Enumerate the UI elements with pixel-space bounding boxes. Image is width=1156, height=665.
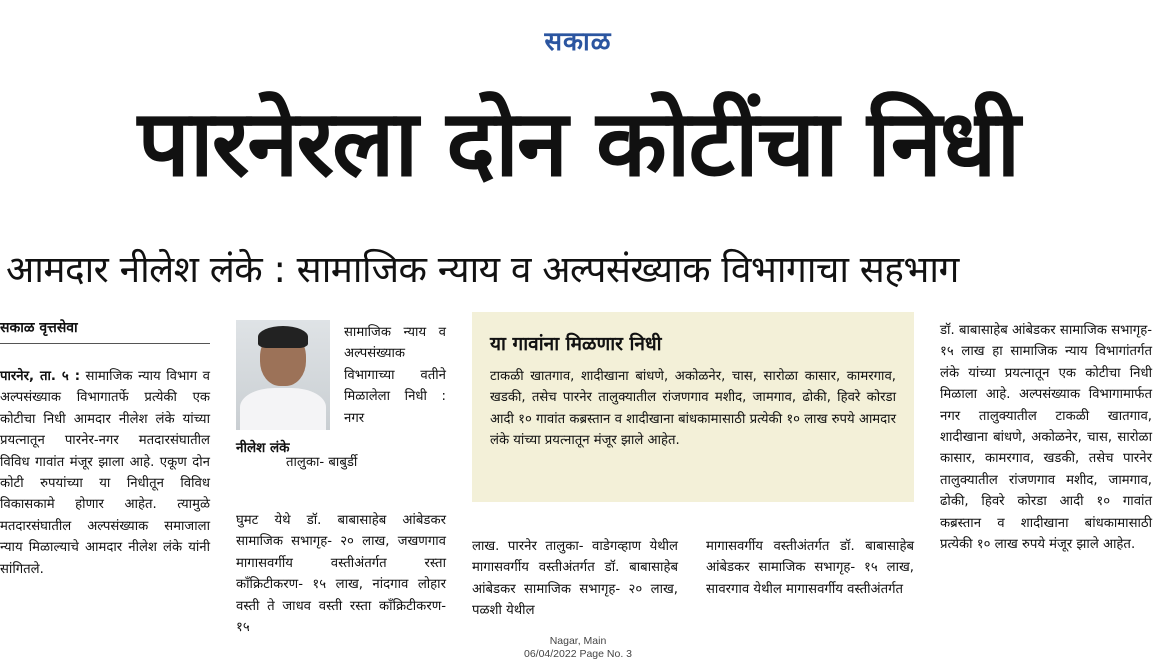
masthead-logo: सकाळ bbox=[544, 27, 612, 57]
article-column-2-top: सामाजिक न्याय व अल्पसंख्याक विभागाच्या वतीने मिळालेला निधी : नगर bbox=[344, 325, 446, 426]
footer-date-page: 06/04/2022 Page No. 3 bbox=[523, 648, 632, 660]
article-column-1 bbox=[0, 366, 210, 580]
author-photo bbox=[236, 320, 330, 430]
article-column-5: डॉ. बाबासाहेब आंबेडकर सामाजिक सभागृह- १५ लाख हा सामाजिक न्याय विभागांतर्गत लंके यांच्या प्रयत्नातून एक कोटीचा निधी मिळाला आहे. अल्पसंख्याक विभागामार्फत नगर तालुक्यातील टाकळी खातगाव, शादीखाना बांधणे, अकोळनेर, चास, सारोळा कासार, कामरगाव, खडकी, तसेच पारनेर तालुक्यातील रांजणगाव मशीद, जामगाव, ढोकी, हिवरे कोरडा आदी १० गावांत कब्रस्तान व शादीखाना बांधकामासाठी प्रत्येकी १० लाख रुपये मंजूर झाले आहेत. bbox=[940, 323, 1152, 553]
subheadline: आमदार नीलेश लंके : सामाजिक न्याय व अल्पसंख्याक विभागाचा सहभाग bbox=[6, 248, 959, 291]
article-text-col1: सामाजिक न्याय विभाग व अल्पसंख्याक विभागातर्फे प्रत्येकी एक कोटीचा निधी आमदार नीलेश लंके यांच्या प्रयत्नातून पारनेर-नगर मतदारसंघातील विविध गावांत मंजूर झाला आहे. एकूण दोन कोटी रुपयांच्या या निधीतून विविध विकासकामे होणार आहेत. त्यामुळे मतदारसंघातील अल्पसंख्याक समाजाला न्याय मिळाल्याचे आमदार नीलेश लंके यांनी सांगितले. bbox=[0, 369, 210, 577]
photo-caption: नीलेश लंके bbox=[236, 440, 290, 456]
sidebar-title: या गावांना मिळणार निधी bbox=[490, 333, 662, 355]
article-column-3: लाख. पारनेर तालुका- वाडेगव्हाण येथील मागासवर्गीय वस्तीअंतर्गत डॉ. बाबासाहेब आंबेडकर सामाजिक सभागृह- २० लाख, पळशी येथील bbox=[472, 539, 678, 619]
byline: सकाळ वृत्तसेवा bbox=[0, 318, 210, 344]
article-column-2-mid: तालुका- बाबुर्डी bbox=[286, 455, 358, 470]
headline: पारनेरला दोन कोटींचा निधी bbox=[137, 90, 1019, 197]
dateline: पारनेर, ता. ५ : bbox=[0, 369, 80, 384]
sidebar-body: टाकळी खातगाव, शादीखाना बांधणे, अकोळनेर, चास, सारोळा कासार, कामरगाव, खडकी, तसेच पारनेर तालुक्यातील रांजणगाव मशीद, जामगाव, ढोकी, हिवरे कोरडा आदी १० गावांत कब्रस्तान व शादीखाना बांधकामासाठी प्रत्येकी १० लाख रुपये आमदार लंके यांच्या प्रयत्नातून मंजूर झाले आहेत. bbox=[490, 369, 896, 449]
article-column-4: मागासवर्गीय वस्तीअंतर्गत डॉ. बाबासाहेब आंबेडकर सामाजिक सभागृह- १५ लाख, सावरगाव येथील मागासवर्गीय वस्तीअंतर्गत bbox=[706, 539, 914, 597]
footer-edition: Nagar, Main bbox=[549, 635, 607, 647]
article-column-2-bottom: घुमट येथे डॉ. बाबासाहेब आंबेडकर सामाजिक सभागृह- २० लाख, जखणगाव मागासवर्गीय वस्तीअंतर्गत रस्ता कॉंक्रिटीकरण- १५ लाख, नांदगाव लोहार वस्ती ते जाधव वस्ती रस्ता कॉंक्रिटीकरण- १५ bbox=[236, 513, 446, 636]
